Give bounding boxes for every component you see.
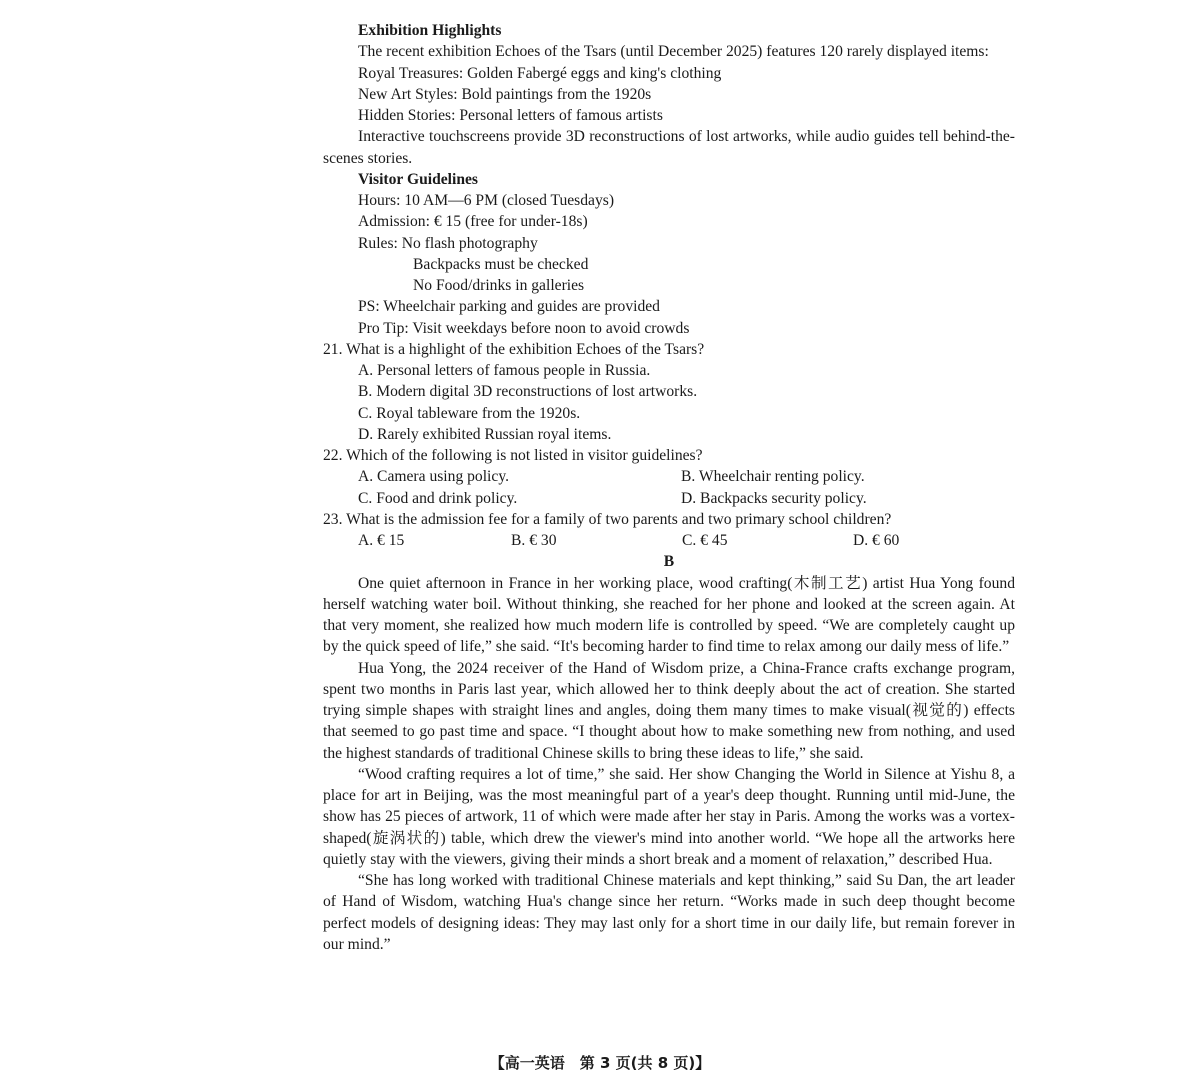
rules-line: Rules: No flash photography [358,234,538,252]
question-22-option: B. Wheelchair renting policy. [681,468,865,486]
question-22-option: C. Food and drink policy. [358,489,518,507]
ps-line: PS: Wheelchair parking and guides are provided [358,298,660,316]
highlight-item: Royal Treasures: Golden Fabergé eggs and king's clothing [358,64,722,82]
highlight-item: Hidden Stories: Personal letters of famous artists [358,107,663,124]
section-b-heading: B [663,553,675,571]
guidelines-heading: Visitor Guidelines [358,170,478,188]
rules-line: No Food/drinks in galleries [413,277,585,294]
pro-tip-line: Pro Tip: Visit weekdays before noon to avoid crowds [358,319,690,337]
question-21-stem: 21. What is a highlight of the exhibition Echoes of the Tsars? [323,340,705,358]
question-22-option: D. Backpacks security policy. [681,489,867,507]
exam-page [323,20,1015,955]
rules-line: Backpacks must be checked [413,255,589,273]
question-23-option: D. € 60 [853,532,900,549]
highlight-item: New Art Styles: Bold paintings from the 1920s [358,85,652,103]
question-21-option: D. Rarely exhibited Russian royal items. [358,425,612,443]
question-23-options-row [323,530,1015,551]
question-21-option: C. Royal tableware from the 1920s. [358,404,581,422]
question-22-stem: 22. Which of the following is not listed in visitor guidelines? [323,447,703,464]
exhibition-intro: The recent exhibition Echoes of the Tsars (until December 2025) features 120 rarely displayed items: [358,43,989,61]
question-23-option: B. € 30 [511,532,557,549]
interactive-note: Interactive touchscreens provide 3D reconstructions of lost artworks, while audio guides tell behind-the-scenes stories. [323,128,1015,167]
question-21-option: A. Personal letters of famous people in Russia. [358,362,651,379]
passage-paragraph: Hua Yong, the 2024 receiver of the Hand of Wisdom prize, a China-France crafts exchange program, spent two months in Paris last year, which allowed her to think deeply about the act of creation. She started trying simple shapes with straight lines and angles, doing them many times to make visual(视觉的) effects that seemed to go past time and space. “I thought about how to make something new from nothing, and used the highest standards of traditional Chinese skills to bring these ideas to life,” she said. [323,659,1015,762]
passage-paragraph: “Wood crafting requires a lot of time,” she said. Her show Changing the World in Silence at Yishu 8, a place for art in Beijing, was the most meaningful part of a year's deep thought. Running until mid-June, the show has 25 pieces of artwork, 11 of which were made after her stay in Paris. Among the works was a vortex-shaped(旋涡状的) table, which drew the viewer's mind into another world. “We hope all the artworks here quietly stay with the viewers, giving their minds a short break and a moment of relaxation,” described Hua. [323,765,1015,868]
question-22-option: A. Camera using policy. [358,468,509,486]
hours-line: Hours: 10 AM—6 PM (closed Tuesdays) [358,192,615,209]
question-22-options-row [323,488,1015,509]
question-23-stem: 23. What is the admission fee for a family of two parents and two primary school children? [323,510,892,528]
passage-paragraph: One quiet afternoon in France in her working place, wood crafting(木制工艺) artist Hua Yong found herself watching water boil. Without thinking, she reached for her phone and looked at the screen again. At that very moment, she realized how much modern life is controlled by speed. “We are completely caught up by the quick speed of life,” she said. “It's becoming harder to find time to relax among our daily mess of life.” [323,574,1015,656]
question-23-option: C. € 45 [682,532,728,549]
page-footer: 【高一英语 第 3 页(共 8 页)】 [489,1054,711,1072]
question-22-options-row [323,466,1015,487]
question-23-option: A. € 15 [358,532,405,549]
passage-paragraph: “She has long worked with traditional Chinese materials and kept thinking,” said Su Dan, the art leader of Hand of Wisdom, watching Hua's change since her return. “Works made in such deep thought become perfect models of designing ideas: They may last only for a short time in our daily life, but remain forever in our mind.” [323,872,1015,953]
question-21-option: B. Modern digital 3D reconstructions of lost artworks. [358,383,698,401]
highlights-heading: Exhibition Highlights [358,22,502,39]
admission-line: Admission: € 15 (free for under-18s) [358,213,588,231]
